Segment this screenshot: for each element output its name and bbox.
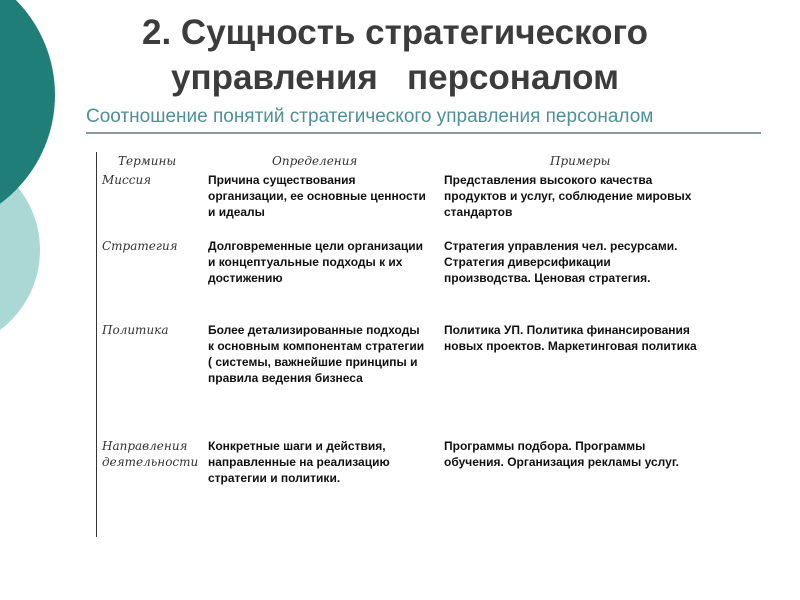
- slide-subtitle: Соотношение понятий стратегического управления персоналом: [86, 106, 654, 127]
- term-cell: Стратегия: [102, 239, 178, 253]
- decorative-circle-dark: [0, 0, 55, 230]
- table-row-mission: [100, 172, 700, 238]
- table-row-activities: [100, 438, 700, 508]
- definition-cell: Более детализированные подходы к основным компонентам стратегии ( системы, важнейшие принципы и правила ведения бизнеса: [208, 323, 425, 385]
- definition-cell: Долговременные цели организации и концептуальные подходы к их достижению: [208, 239, 423, 285]
- example-cell: Программы подбора. Программы обучения. Организация рекламы услуг.: [444, 439, 679, 469]
- definition-cell: Причина существования организации, ее основные ценности и идеалы: [208, 173, 426, 219]
- slide-title-line-1: 2. Сущность стратегического: [142, 13, 648, 52]
- header-terms: Термины: [118, 154, 177, 168]
- slide-title: [95, 10, 695, 100]
- table-header-row: [100, 152, 700, 172]
- header-examples: Примеры: [550, 154, 611, 168]
- example-cell: Политика УП. Политика финансирования новых проектов. Маркетинговая политика: [444, 323, 697, 353]
- table-row-policy: [100, 322, 700, 438]
- example-cell: Стратегия управления чел. ресурсами. Стратегия диверсификации производства. Ценовая стратегия.: [444, 239, 678, 285]
- concepts-table: [100, 152, 700, 508]
- header-definitions: Определения: [272, 154, 358, 168]
- example-cell: Представления высокого качества продуктов и услуг, соблюдение мировых стандартов: [444, 173, 692, 219]
- term-cell: Миссия: [102, 173, 152, 187]
- table-left-border: [96, 152, 97, 537]
- table-row-strategy: [100, 238, 700, 322]
- subtitle-divider: [86, 132, 761, 134]
- term-cell: Политика: [102, 323, 169, 337]
- slide-title-line-2: управления персоналом: [170, 58, 619, 97]
- term-cell: Направления деятельности: [102, 439, 199, 469]
- definition-cell: Конкретные шаги и действия, направленные на реализацию стратегии и политики.: [208, 439, 390, 485]
